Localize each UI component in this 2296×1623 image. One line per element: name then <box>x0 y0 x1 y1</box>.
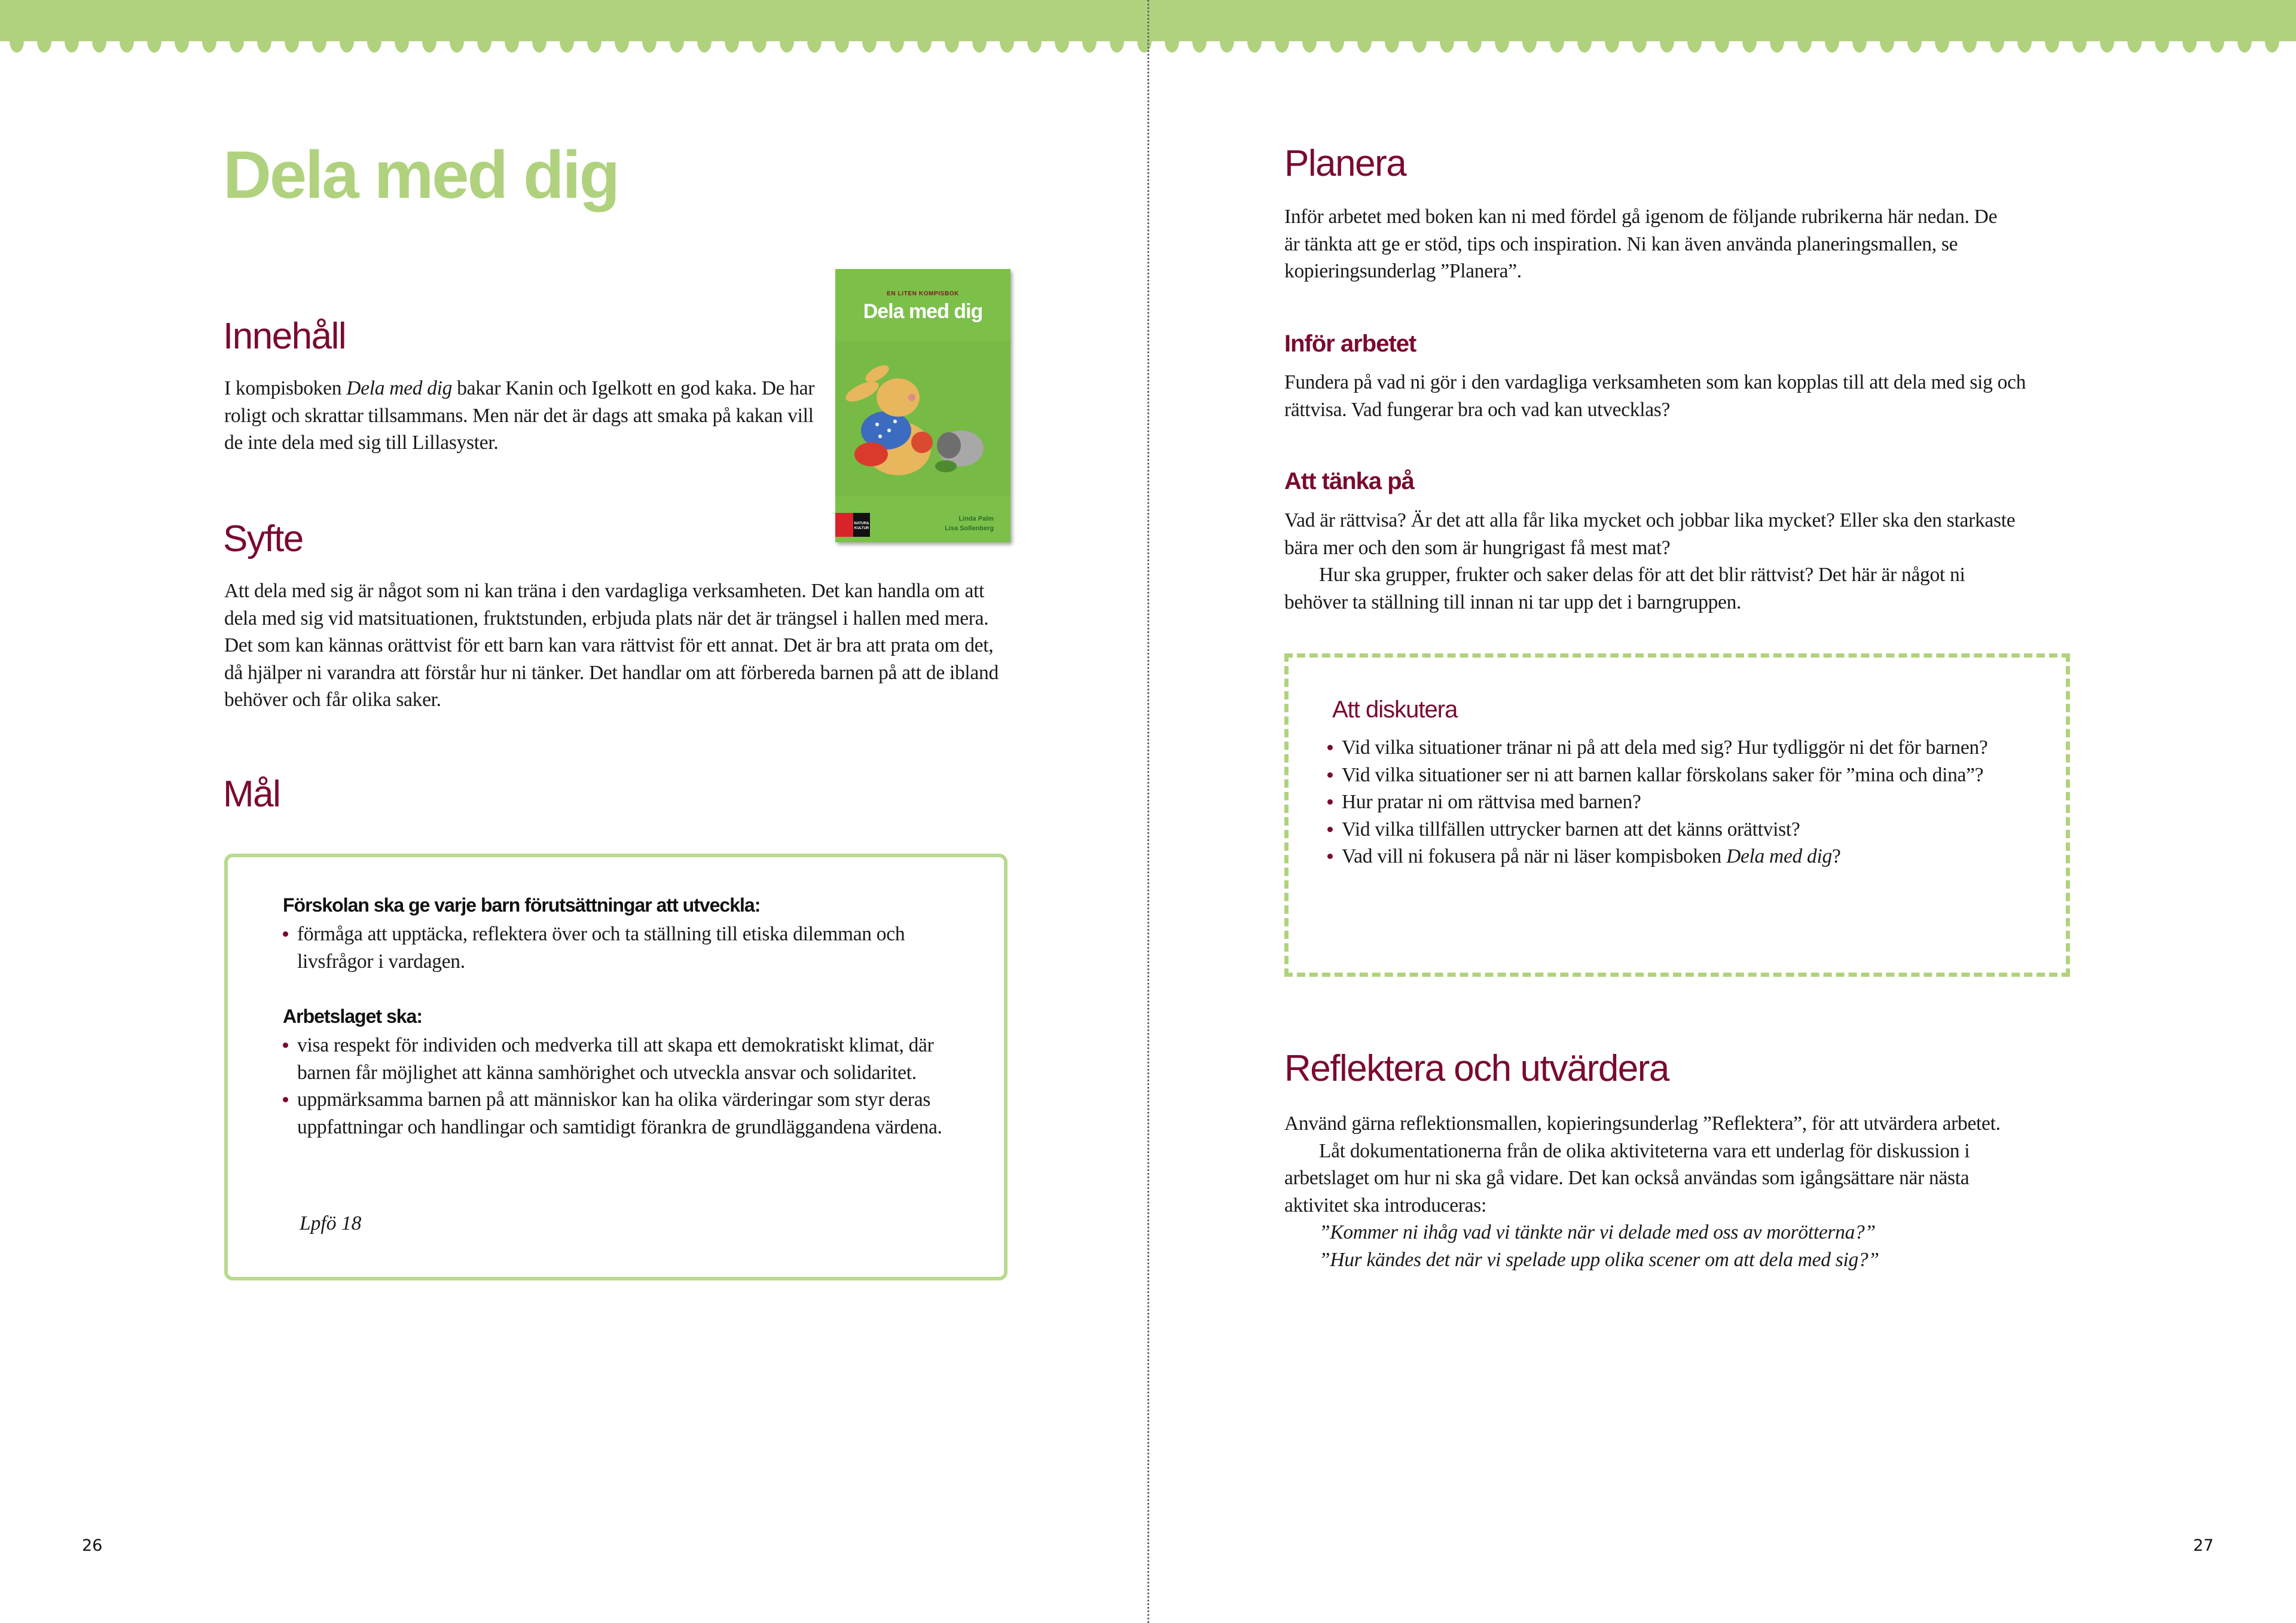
heading-reflektera: Reflektera och utvärdera <box>1284 1048 1669 1089</box>
bullet-icon <box>283 1043 288 1048</box>
cover-title: Dela med dig <box>863 300 983 323</box>
discussion-list <box>1327 734 2015 870</box>
heading-planera: Planera <box>1284 143 1406 184</box>
heading-mal: Mål <box>223 774 280 815</box>
heading-infor-arbetet: Inför arbetet <box>1284 331 1416 357</box>
goals-list-forskolan <box>283 921 970 975</box>
heading-syfte: Syfte <box>223 518 303 560</box>
publisher-logo-text: NATUR& KULTUR <box>853 513 870 537</box>
bullet-icon <box>1327 799 1333 805</box>
goals-list-arbetslaget <box>283 1032 970 1141</box>
page-number-left: 26 <box>82 1536 103 1555</box>
list-item: Hur pratar ni om rättvisa med barnen? <box>1327 788 2015 816</box>
goals-source: Lpfö 18 <box>300 1212 362 1234</box>
publisher-logo-tree-icon <box>835 513 853 537</box>
page-number-right: 27 <box>2193 1536 2214 1555</box>
bullet-icon <box>283 931 288 937</box>
heading-innehall: Innehåll <box>223 316 346 357</box>
page-title: Dela med dig <box>223 137 619 212</box>
list-item: uppmärksamma barnen på att människor kan ha olika värderingar som styr deras uppfattningar och handlingar och samtidigt förankra de grundläggandena värdena. <box>283 1086 970 1141</box>
book-cover-image <box>835 269 1010 542</box>
planera-text: Inför arbetet med boken kan ni med fördel gå igenom de följande rubrikerna här nedan. De är tänkta att ge er stöd, tips och inspiration. Ni kan även använda planeringsmallen, se kopieringsunderlag ”Planera”. <box>1284 206 1998 282</box>
innehall-text: I kompisboken Dela med dig bakar Kanin och Igelkott en god kaka. De har roligt och skrattar tillsammans. Men när det är dags att smaka på kakan vill de inte dela med sig till Lillasyster. <box>224 377 815 454</box>
goals-lead-forskolan: Förskolan ska ge varje barn förutsättningar att utveckla: <box>283 894 761 916</box>
cover-authors: Linda Palm Lisa Sollenberg <box>945 515 994 532</box>
list-item: visa respekt för individen och medverka till att skapa ett demokratiskt klimat, där barnen får möjlighet att känna samhörighet och utveckla ansvar och solidaritet. <box>283 1032 970 1086</box>
bullet-icon <box>1327 854 1333 859</box>
list-item: Vid vilka situationer tränar ni på att dela med sig? Hur tydliggör ni det för barnen? <box>1327 734 2015 762</box>
quote-1: ”Kommer ni ihåg vad vi tänkte när vi delade med oss av morötterna?” <box>1319 1221 1876 1243</box>
att-tanka-pa-text: Vad är rättvisa? Är det att alla får lika mycket och jobbar lika mycket? Eller ska den starkaste bära mer och den som är hungrigast få mest mat? Hur ska grupper, frukter och saker delas för att det blir rättvist? Det här är något ni behöver ta ställning till innan ni tar upp det i barngruppen. <box>1284 509 2016 613</box>
cover-series-label: EN LITEN KOMPISBOK <box>887 291 959 297</box>
bullet-icon <box>283 1097 288 1102</box>
left-page <box>0 0 1147 1623</box>
cover-illustration <box>835 341 1010 496</box>
goals-lead-arbetslaget: Arbetslaget ska: <box>283 1005 422 1027</box>
list-item: Vad vill ni fokusera på när ni läser kompisboken Dela med dig? <box>1327 843 2015 870</box>
discussion-box <box>1284 653 2070 977</box>
infor-arbetet-text: Fundera på vad ni gör i den vardagliga verksamheten som kan kopplas till att dela med sig och rättvisa. Vad fungerar bra och vad kan utvecklas? <box>1284 371 2026 421</box>
bullet-icon <box>1327 745 1333 750</box>
list-item: Vid vilka situationer ser ni att barnen kallar förskolans saker för ”mina och dina”? <box>1327 762 2015 789</box>
list-item: förmåga att upptäcka, reflektera över och ta ställning till etiska dilemman och livsfrågor i vardagen. <box>283 921 970 975</box>
quote-2: ”Hur kändes det när vi spelade upp olika scener om att dela med sig?” <box>1319 1248 1879 1271</box>
goals-box <box>224 854 1007 1280</box>
heading-att-tanka-pa: Att tänka på <box>1284 468 1414 494</box>
heading-att-diskutera: Att diskutera <box>1332 696 1458 723</box>
list-item: Vid vilka tillfällen uttrycker barnen att det känns orättvist? <box>1327 816 2015 843</box>
reflektera-text: Använd gärna reflektionsmallen, kopieringsunderlag ”Reflektera”, för att utvärdera arbetet. Låt dokumentationerna från de olika aktiviteterna vara ett underlag för diskussion i arbetslaget om hur ni ska gå vidare. Det kan också användas som igångsättare när nästa aktivitet ska introduceras: ”Kommer ni ihåg vad vi tänkte när vi delade med oss av morötterna?” ”Hur kändes det när vi spelade upp olika scener om att dela med sig?” <box>1284 1110 2032 1273</box>
syfte-text: Att dela med sig är något som ni kan träna i den vardagliga verksamheten. Det kan handla om att dela med sig vid matsituationen, fruktstunden, erbjuda plats när det är trängsel i hallen med mera. Det som kan kännas orättvist för ett barn kan vara rättvist för ett annat. Det är bra att prata om det, då hjälper ni varandra att förstår hur ni tänker. Det handlar om att förbereda barnen på att de ibland behöver och får olika saker. <box>224 580 999 711</box>
bullet-icon <box>1327 827 1333 832</box>
right-page <box>1149 0 2296 1623</box>
bullet-icon <box>1327 772 1333 778</box>
